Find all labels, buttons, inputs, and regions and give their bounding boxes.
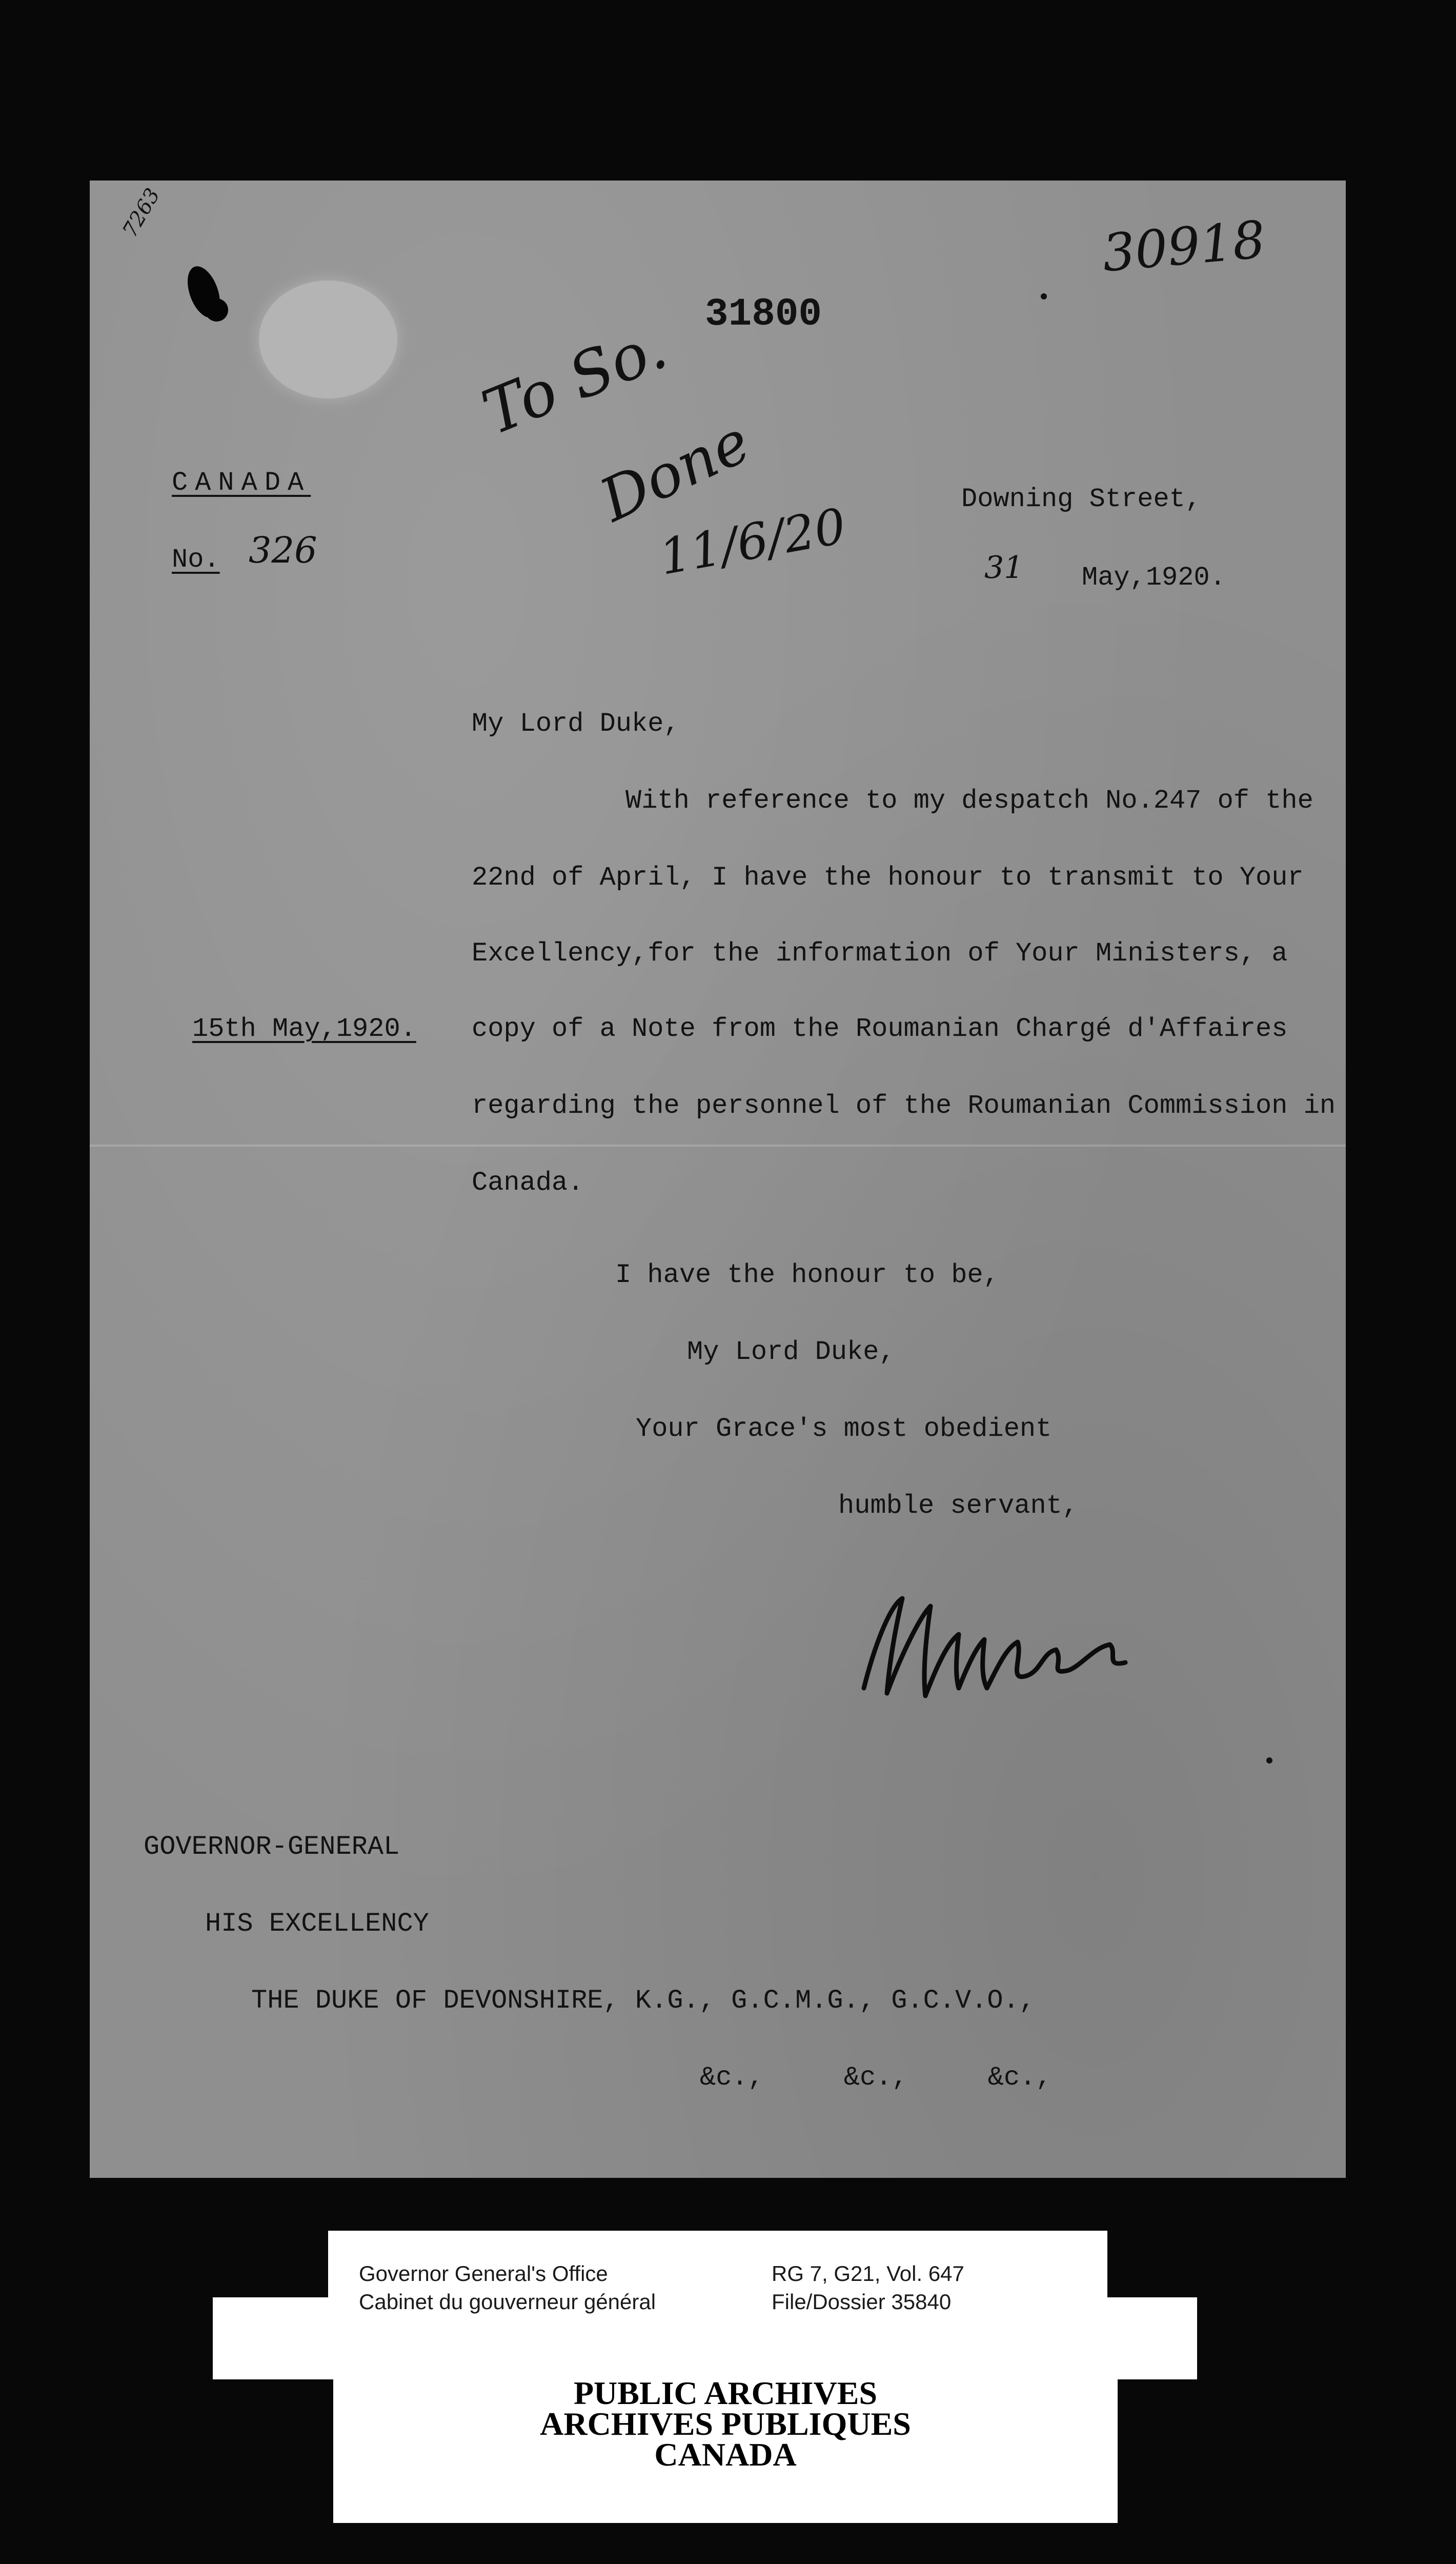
archive-stamp-line-2: ARCHIVES PUBLIQUES [540,2406,911,2442]
letter-sheet [90,181,1346,2178]
fold-line [90,1145,1346,1147]
date-line: May,1920. [1082,563,1226,593]
ink-blot-small [205,298,228,322]
archive-office-fr: Cabinet du gouverneur général [359,2290,656,2314]
country-heading: CANADA [172,468,311,498]
handwritten-file-number: 30918 [1100,209,1268,284]
corner-mark: 7263 [118,184,165,242]
archive-stamp-line-1: PUBLIC ARCHIVES [573,2375,878,2411]
addressee-line-4: &c., &c., &c., [700,2062,1052,2093]
addressee-line-1: GOVERNOR-GENERAL [144,1832,400,1862]
archive-stamp-line-3: CANADA [654,2436,797,2473]
body-line-5: regarding the personnel of the Roumanian Commission in [472,1091,1336,1121]
ink-dot [1041,293,1047,299]
handwritten-day: 31 [984,550,1024,586]
salutation: My Lord Duke, [472,709,680,739]
archive-reference: RG 7, G21, Vol. 647 [772,2261,964,2286]
place-line: Downing Street, [961,484,1202,514]
despatch-no-label: No. [172,545,220,575]
margin-date-note: 15th May,1920. [192,1014,416,1044]
embossed-seal [259,281,397,398]
handwritten-done-date: 11/6/20 [655,498,851,586]
ink-dot [1266,1757,1272,1764]
handwritten-despatch-no: 326 [249,529,317,571]
stamped-number: 31800 [705,292,822,336]
addressee-line-3: THE DUKE OF DEVONSHIRE, K.G., G.C.M.G., G.C.V.O., [251,1986,1036,2016]
handwritten-to-note: To So. [473,311,677,449]
body-line-4: copy of a Note from the Roumanian Chargé d'Affaires [472,1014,1288,1044]
body-line-1: With reference to my despatch No.247 of the [625,786,1313,816]
body-line-3: Excellency,for the information of Your Ministers, a [472,938,1288,969]
archive-file-number: File/Dossier 35840 [772,2290,952,2314]
archive-office-en: Governor General's Office [359,2261,608,2286]
addressee-line-2: HIS EXCELLENCY [205,1909,429,1939]
closing-line-4: humble servant, [838,1491,1079,1521]
body-line-6: Canada. [472,1168,584,1198]
closing-line-1: I have the honour to be, [615,1260,999,1290]
signature [854,1586,1141,1719]
handwritten-done-note: Done [590,407,760,535]
closing-line-2: My Lord Duke, [687,1337,895,1367]
body-line-2: 22nd of April, I have the honour to transmit to Your [472,863,1304,893]
closing-line-3: Your Grace's most obedient [636,1414,1052,1444]
